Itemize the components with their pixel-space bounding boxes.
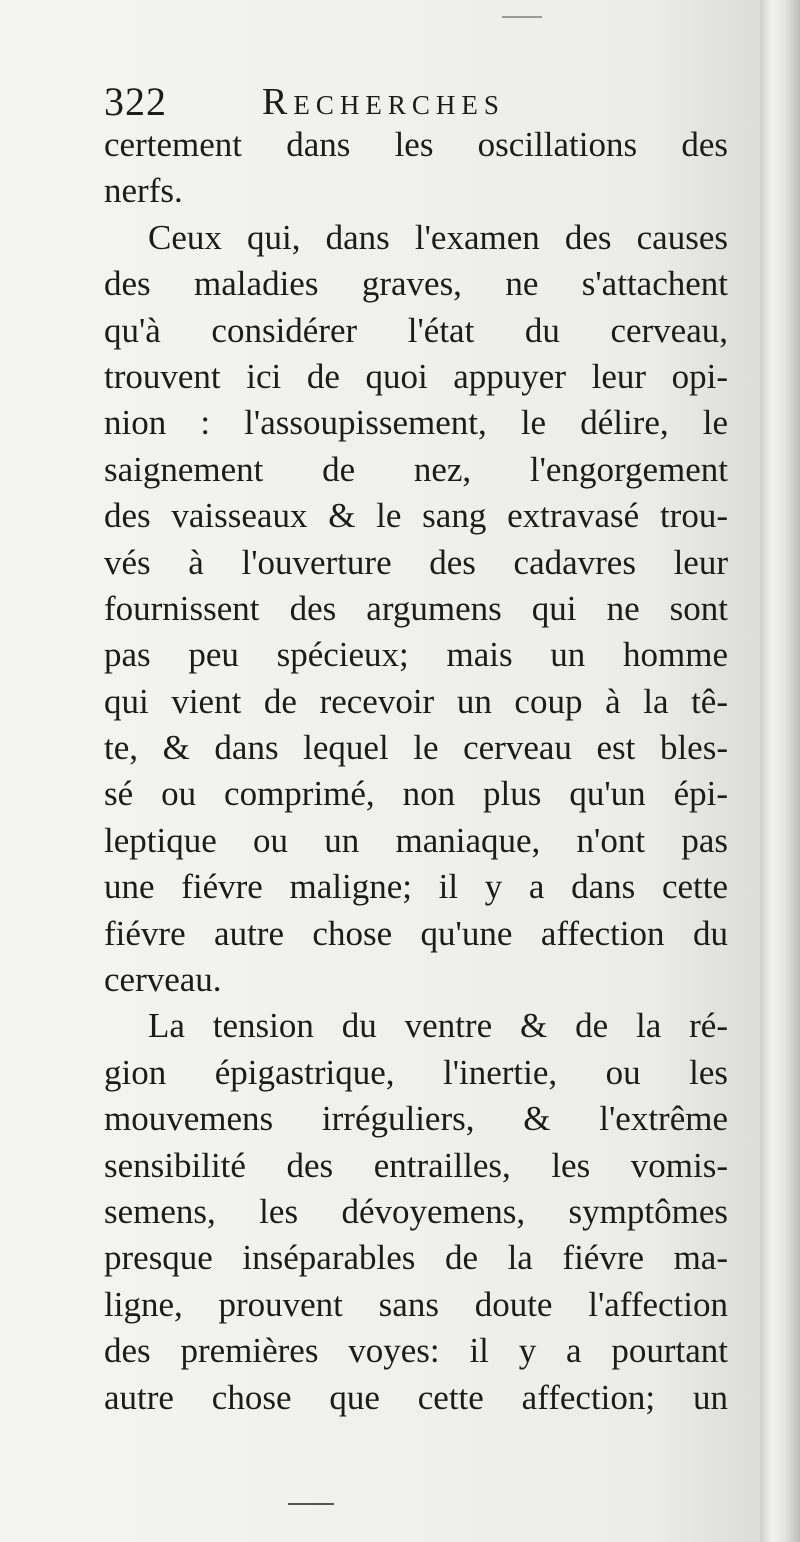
text-line: mouvemens irréguliers, & l'extrême [104,1099,728,1139]
text-line: fournissent des argumens qui ne sont [104,588,728,628]
text-line: gion épigastrique, l'inertie, ou les [104,1052,728,1092]
text-line: trouvent ici de quoi appuyer leur opi- [104,356,728,396]
text-line: sé ou comprimé, non plus qu'un épi- [104,774,728,814]
text-line: des vaisseaux & le sang extravasé trou- [104,496,728,536]
text-line: qu'à considérer l'état du cerveau, [104,310,728,350]
text-line: te, & dans lequel le cerveau est bles- [104,728,728,768]
text-line: des premières voyes: il y a pourtant [104,1331,728,1371]
text-line: nion : l'assoupissement, le délire, le [104,403,728,443]
text-line: leptique ou un maniaque, n'ont pas [104,820,728,860]
text-line: vés à l'ouverture des cadavres leur [104,542,728,582]
text-line: autre chose que cette affection; un [104,1377,728,1417]
text-line: qui vient de recevoir un coup à la tê- [104,681,728,721]
text-line: pas peu spécieux; mais un homme [104,635,728,675]
text-line: fiévre autre chose qu'une affection du [104,913,728,953]
text-line: semens, les dévoyemens, symptômes [104,1191,728,1231]
text-line: saignement de nez, l'engorgement [104,449,728,489]
text-line: nerfs. [104,171,183,211]
paragraph-first-line: La tension du ventre & de la ré- [148,1006,728,1046]
text-line: sensibilité des entrailles, les vomis- [104,1145,728,1185]
print-mark [288,1503,334,1505]
page-edge [760,0,800,1542]
print-mark [502,16,542,18]
text-line: certement dans les oscillations des [104,125,728,164]
page-number: 322 [104,79,167,124]
text-line: une fiévre maligne; il y a dans cette [104,867,728,907]
text-line: cerveau. [104,960,222,1000]
text-line: ligne, prouvent sans doute l'affection [104,1284,728,1324]
body-text [104,122,728,1421]
text-line: presque inséparables de la fiévre ma- [104,1238,728,1278]
paragraph-first-line: Ceux qui, dans l'examen des causes [148,217,728,257]
running-head: Recherches [262,81,505,123]
text-line: des maladies graves, ne s'attachent [104,264,728,304]
